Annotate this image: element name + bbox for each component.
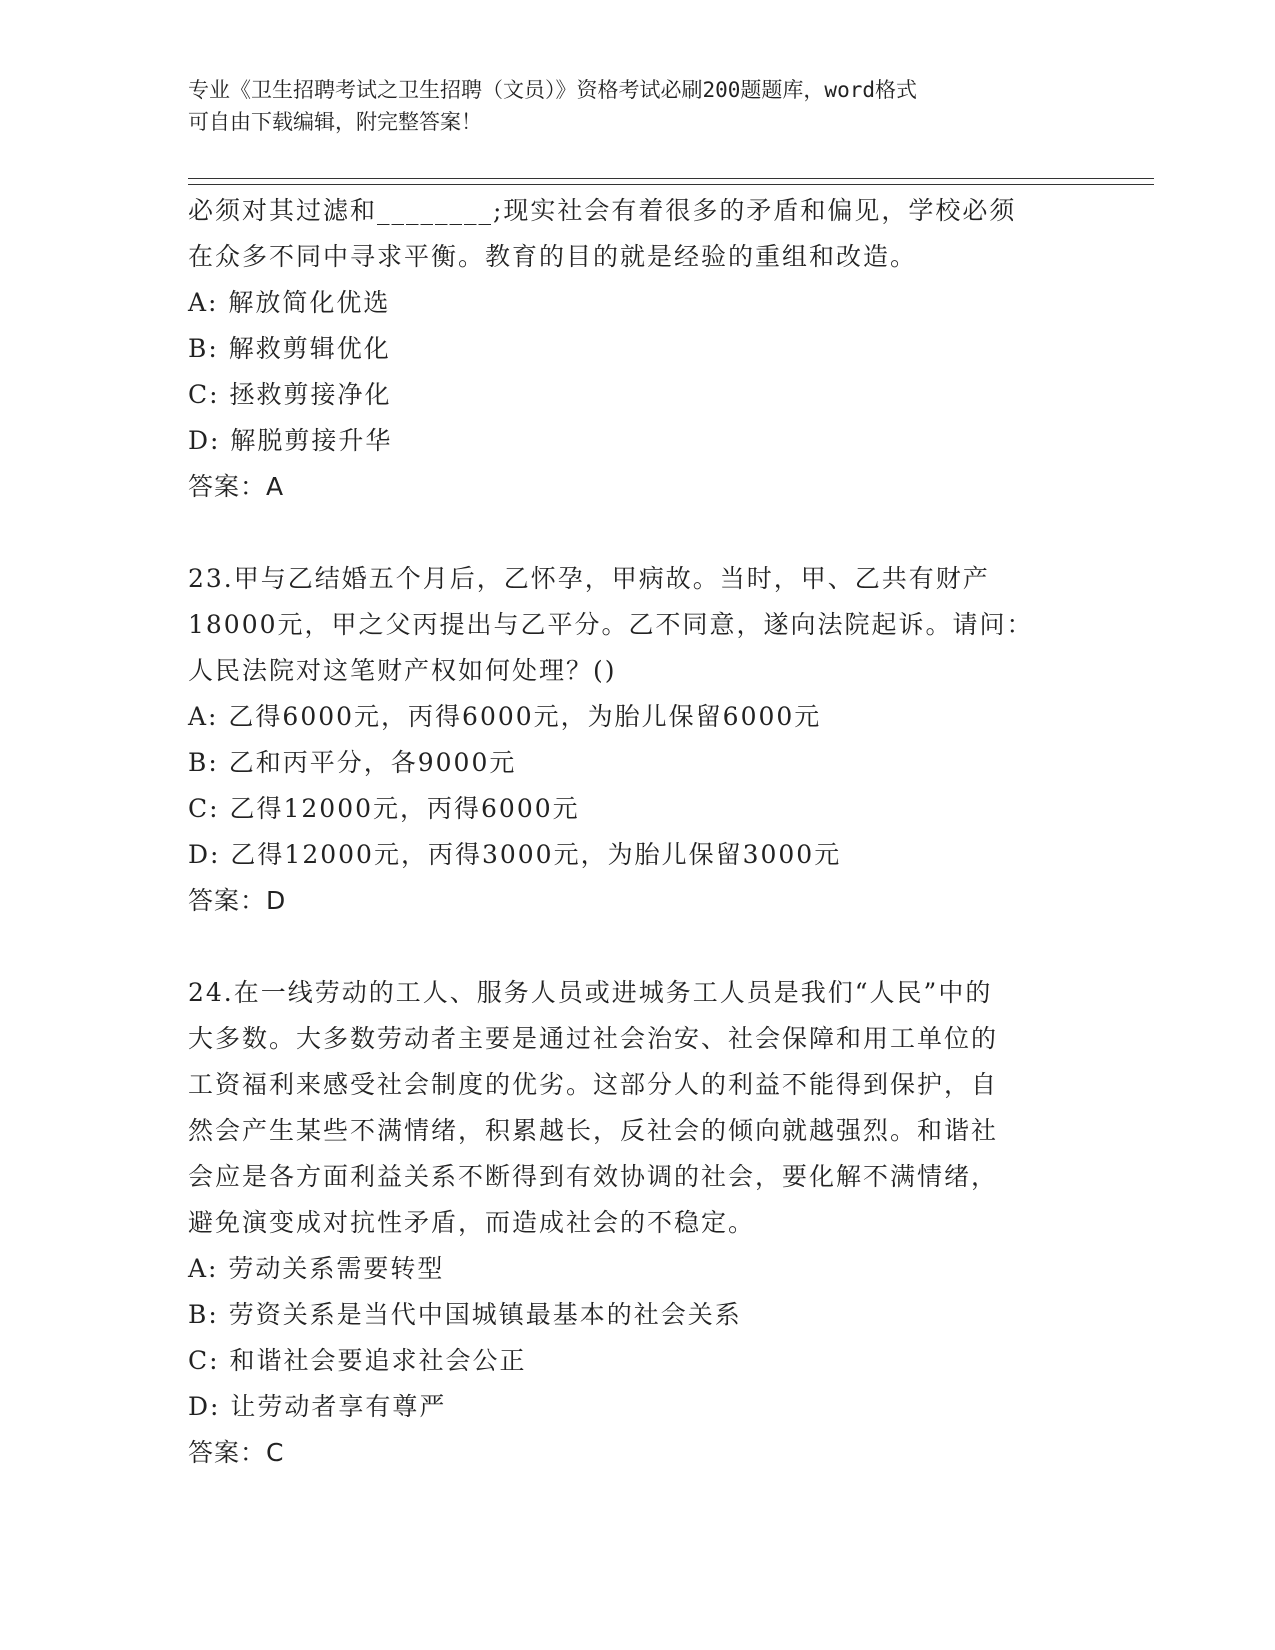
question-spacer: [188, 510, 1088, 556]
question-stem-line: 24.在一线劳动的工人、服务人员或进城务工人员是我们“人民”中的: [188, 978, 993, 1007]
option-b: B: 劳资关系是当代中国城镇最基本的社会关系: [188, 1300, 742, 1329]
answer-line: 答案：A: [188, 472, 285, 501]
option-a: A: 乙得6000元，丙得6000元，为胎儿保留6000元: [188, 702, 822, 731]
option-c: C: 和谐社会要追求社会公正: [188, 1346, 527, 1375]
answer-line: 答案：C: [188, 1438, 285, 1467]
document-header: [188, 74, 1088, 138]
option-c: C: 乙得12000元，丙得6000元: [188, 794, 580, 823]
option-d: D: 让劳动者享有尊严: [188, 1392, 447, 1421]
option-b: B: 乙和丙平分，各9000元: [188, 748, 517, 777]
question-stem-line: 会应是各方面利益关系不断得到有效协调的社会，要化解不满情绪，: [188, 1162, 999, 1191]
option-d: D: 解脱剪接升华: [188, 426, 393, 455]
answer-line: 答案：D: [188, 886, 287, 915]
option-d: D: 乙得12000元，丙得3000元，为胎儿保留3000元: [188, 840, 842, 869]
question-stem-line: 18000元，甲之父丙提出与乙平分。乙不同意，遂向法院起诉。请问：: [188, 610, 1034, 639]
question-spacer: [188, 924, 1088, 970]
header-divider-top: [188, 178, 1154, 179]
question-24: [188, 970, 1088, 1476]
option-a: A: 解放简化优选: [188, 288, 391, 317]
question-list: [188, 188, 1088, 1476]
question-stem-line: 人民法院对这笔财产权如何处理？(): [188, 656, 617, 685]
option-a: A: 劳动关系需要转型: [188, 1254, 445, 1283]
question-stem-line: 在众多不同中寻求平衡。教育的目的就是经验的重组和改造。: [188, 242, 918, 271]
question-stem-line: 23.甲与乙结婚五个月后，乙怀孕，甲病故。当时，甲、乙共有财产: [188, 564, 990, 593]
question-23: [188, 556, 1088, 924]
header-title-line-2: 可自由下载编辑，附完整答案！: [188, 110, 482, 134]
question-stem-line: 必须对其过滤和________;现实社会有着很多的矛盾和偏见，学校必须: [188, 196, 1017, 225]
question-22-continued: [188, 188, 1088, 510]
question-stem-line: 然会产生某些不满情绪，积累越长，反社会的倾向就越强烈。和谐社: [188, 1116, 999, 1145]
question-stem-line: 避免演变成对抗性矛盾，而造成社会的不稳定。: [188, 1208, 756, 1237]
header-divider-bottom: [188, 184, 1154, 185]
question-stem-line: 工资福利来感受社会制度的优劣。这部分人的利益不能得到保护，自: [188, 1070, 999, 1099]
option-b: B: 解救剪辑优化: [188, 334, 391, 363]
question-stem-line: 大多数。大多数劳动者主要是通过社会治安、社会保障和用工单位的: [188, 1024, 999, 1053]
option-c: C: 拯救剪接净化: [188, 380, 392, 409]
header-title-line-1: 专业《卫生招聘考试之卫生招聘（文员）》资格考试必刷200题题库，word格式: [188, 78, 917, 102]
